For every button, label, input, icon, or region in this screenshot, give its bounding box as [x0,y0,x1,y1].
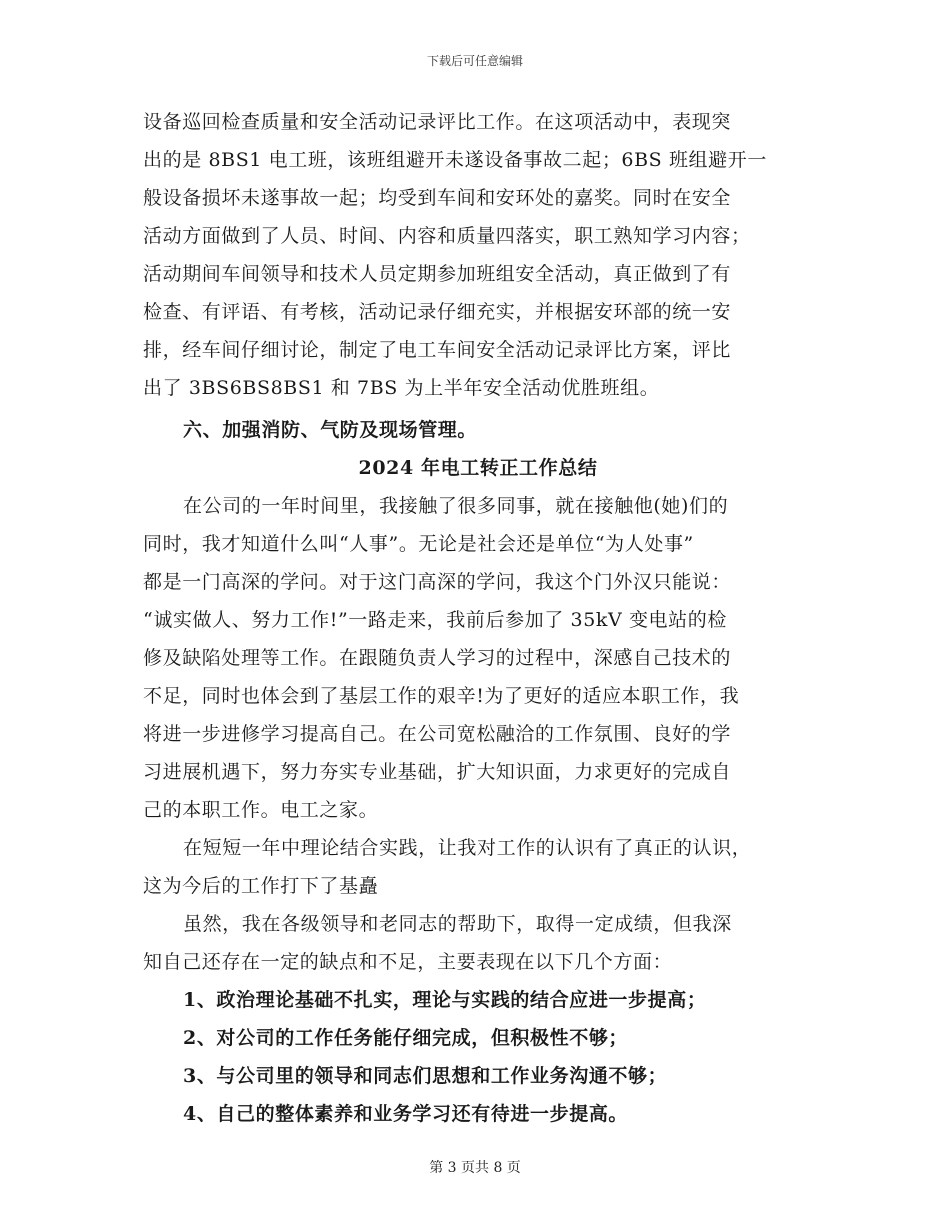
text-line: 出的是 8BS1 电工班，该班组避开未遂设备事故二起；6BS 班组避开一 [143,149,767,171]
paragraph-practice [143,829,813,905]
text-line: 都是一门高深的学问。对于这门高深的学问，我这个门外汉只能说： [143,571,732,593]
text-line: 检查、有评语、有考核，活动记录仔细充实，并根据安环部的统一安 [143,301,732,323]
text-line: 活动期间车间领导和技术人员定期参加班组安全活动，真正做到了有 [143,263,732,285]
text-line: 不足，同时也体会到了基层工作的艰辛!为了更好的适应本职工作，我 [143,685,740,707]
text-line: 出了 3BS6BS8BS1 和 7BS 为上半年安全活动优胜班组。 [143,377,660,399]
text-line: 般设备损坏未遂事故一起；均受到车间和安环处的嘉奖。同时在安全 [143,187,732,209]
list-item: 1、政治理论基础不扎实，理论与实践的结合应进一步提高； [183,989,707,1011]
paragraph-shortcomings [143,905,813,981]
page-footer: 第 3 页共 8 页 [429,1160,521,1176]
text-line: 活动方面做到了人员、时间、内容和质量四落实，职工熟知学习内容； [143,225,751,247]
text-line: 这为今后的工作打下了基矗 [143,875,379,897]
text-line: 在短短一年中理论结合实践，让我对工作的认识有了真正的认识， [183,837,752,859]
section-heading: 六、加强消防、气防及现场管理。 [183,419,478,441]
text-line: 排，经车间仔细讨论，制定了电工车间安全活动记录评比方案，评比 [143,339,732,361]
text-line: “诚实做人、努力工作!”一路走来，我前后参加了 35kV 变电站的检 [143,609,727,631]
page-header: 下载后可任意编辑 [426,54,523,68]
text-line: 设备巡回检查质量和安全活动记录评比工作。在这项活动中，表现突 [143,111,732,133]
text-line: 习进展机遇下，努力夯实专业基础，扩大知识面，力求更好的完成自 [143,761,732,783]
shortcomings-list [143,981,813,1133]
text-line: 知自己还存在一定的缺点和不足，主要表现在以下几个方面： [143,951,673,973]
list-item: 3、与公司里的领导和同志们思想和工作业务沟通不够； [183,1065,668,1087]
document-title: 2024 年电工转正工作总结 [358,457,598,479]
text-line: 修及缺陷处理等工作。在跟随负责人学习的过程中，深感自己技术的 [143,647,732,669]
text-line: 在公司的一年时间里，我接触了很多同事，就在接触他(她)们的 [183,495,729,517]
list-item: 2、对公司的工作任务能仔细完成，但积极性不够； [183,1027,629,1049]
document-body [143,103,813,1133]
paragraph-safety-activities [143,103,813,407]
paragraph-intro [143,487,813,829]
text-line: 将进一步进修学习提高自己。在公司宽松融洽的工作氛围、良好的学 [143,723,732,745]
list-item: 4、自己的整体素养和业务学习还有待进一步提高。 [183,1103,629,1125]
text-line: 同时，我才知道什么叫“人事”。无论是社会还是单位“为人处事” [143,533,694,555]
text-line: 己的本职工作。电工之家。 [143,799,379,821]
text-line: 虽然，我在各级领导和老同志的帮助下，取得一定成绩，但我深 [183,913,732,935]
